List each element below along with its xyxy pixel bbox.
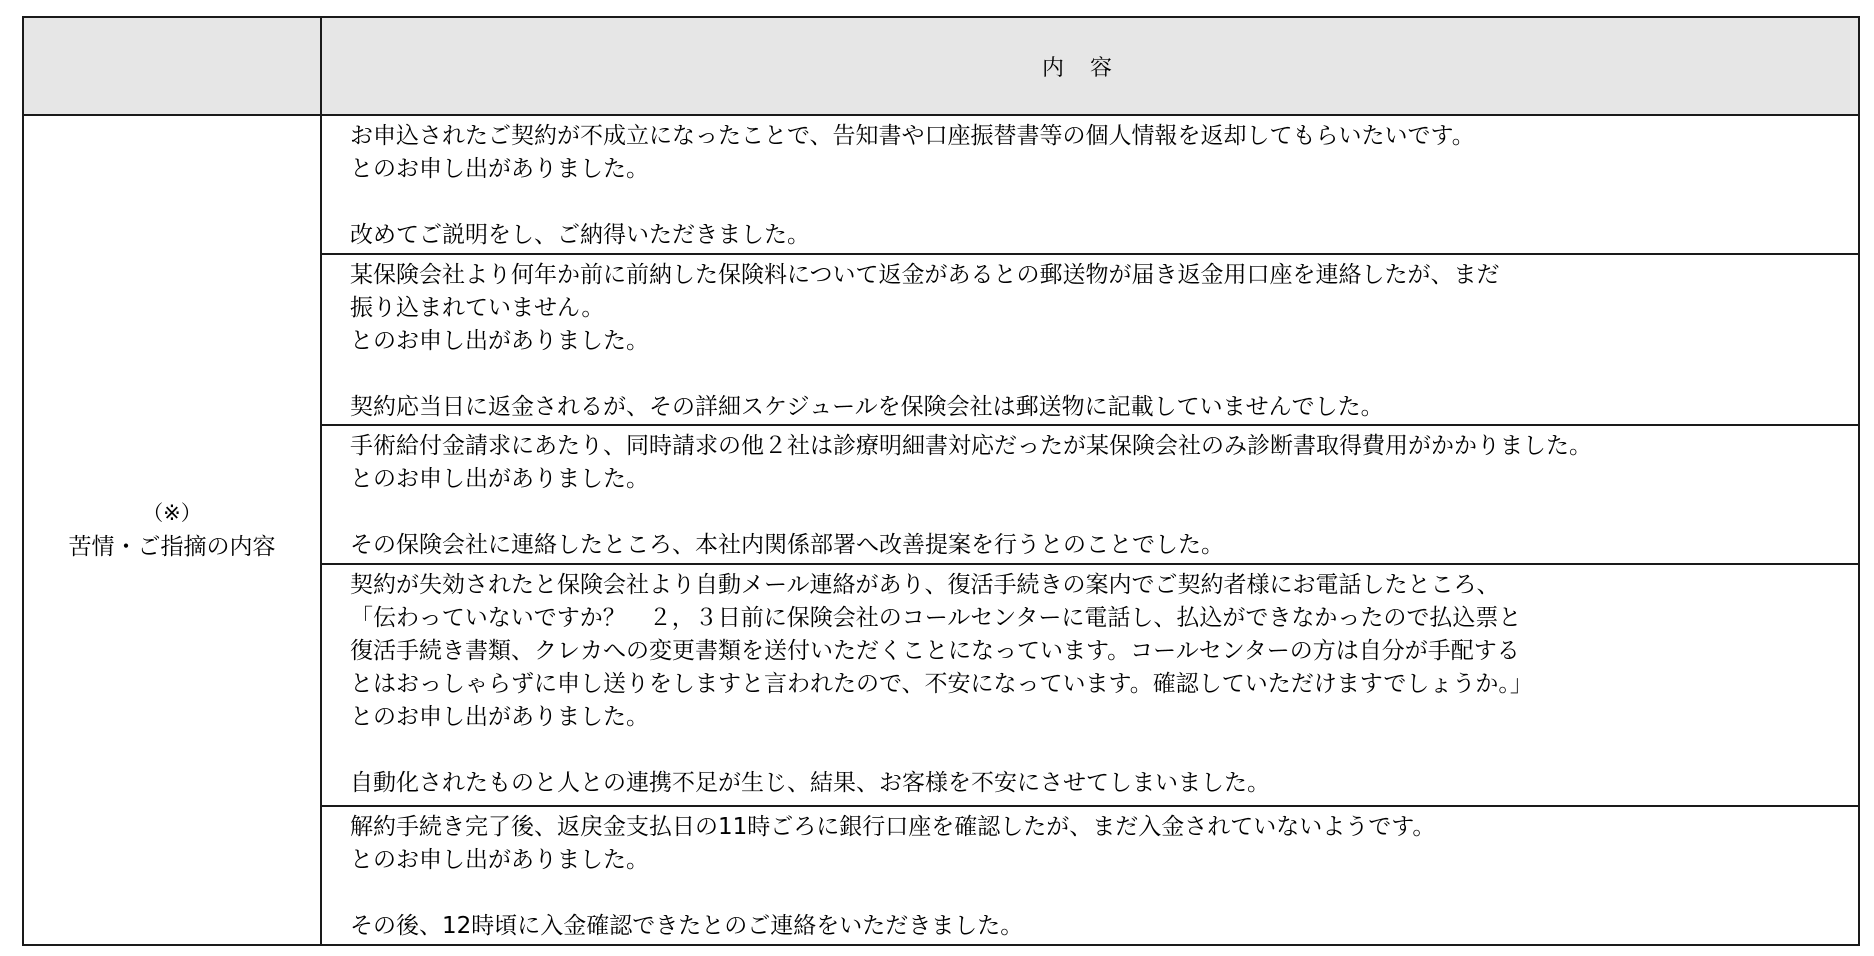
note-mark: （※）: [142, 501, 202, 525]
complaint-entry-4: 契約が失効されたと保険会社より自動メール連絡があり、復活手続きの案内でご契約者様にお電話したところ、 「伝わっていないですか？ ２，３日前に保険会社のコールセンターに電話し、払込ができなかったので払込票と 復活手続き書類、クレカへの変更書類を送付いただくことになっています。コールセンターの方は自分が手配する とはおっしゃらずに申し送りをしますと言われたので、不安になっています。確認していただけますでしょうか。」 とのお申し出がありました。 自動化されたものと人との連携不足が生じ、結果、お客様を不安にさせてしまいました。: [321, 564, 1859, 806]
header-content-title: 内容: [321, 17, 1859, 115]
table-row: [23, 115, 1859, 254]
complaint-entry-2: 某保険会社より何年か前に前納した保険料について返金があるとの郵送物が届き返金用口座を連絡したが、まだ 振り込まれていません。 とのお申し出がありました。 契約応当日に返金されるが、その詳細スケジュールを保険会社は郵送物に記載していませんでした。: [321, 254, 1859, 425]
header-label-cell: [23, 17, 321, 115]
complaint-entry-1: お申込されたご契約が不成立になったことで、告知書や口座振替書等の個人情報を返却してもらいたいです。 とのお申し出がありました。 改めてご説明をし、ご納得いただきました。: [321, 115, 1859, 254]
complaint-entry-5: 解約手続き完了後、返戻金支払日の11時ごろに銀行口座を確認したが、まだ入金されていないようです。 とのお申し出がありました。 その後、12時頃に入金確認できたとのご連絡をいただきました。: [321, 806, 1859, 945]
complaint-entry-3: 手術給付金請求にあたり、同時請求の他２社は診療明細書対応だったが某保険会社のみ診断書取得費用がかかりました。 とのお申し出がありました。 その保険会社に連絡したところ、本社内関係部署へ改善提案を行うとのことでした。: [321, 425, 1859, 564]
row-label-cell: [23, 115, 321, 945]
row-label-text: 苦情・ご指摘の内容: [68, 534, 276, 560]
header-row: [23, 17, 1859, 115]
complaints-table: [22, 16, 1860, 946]
